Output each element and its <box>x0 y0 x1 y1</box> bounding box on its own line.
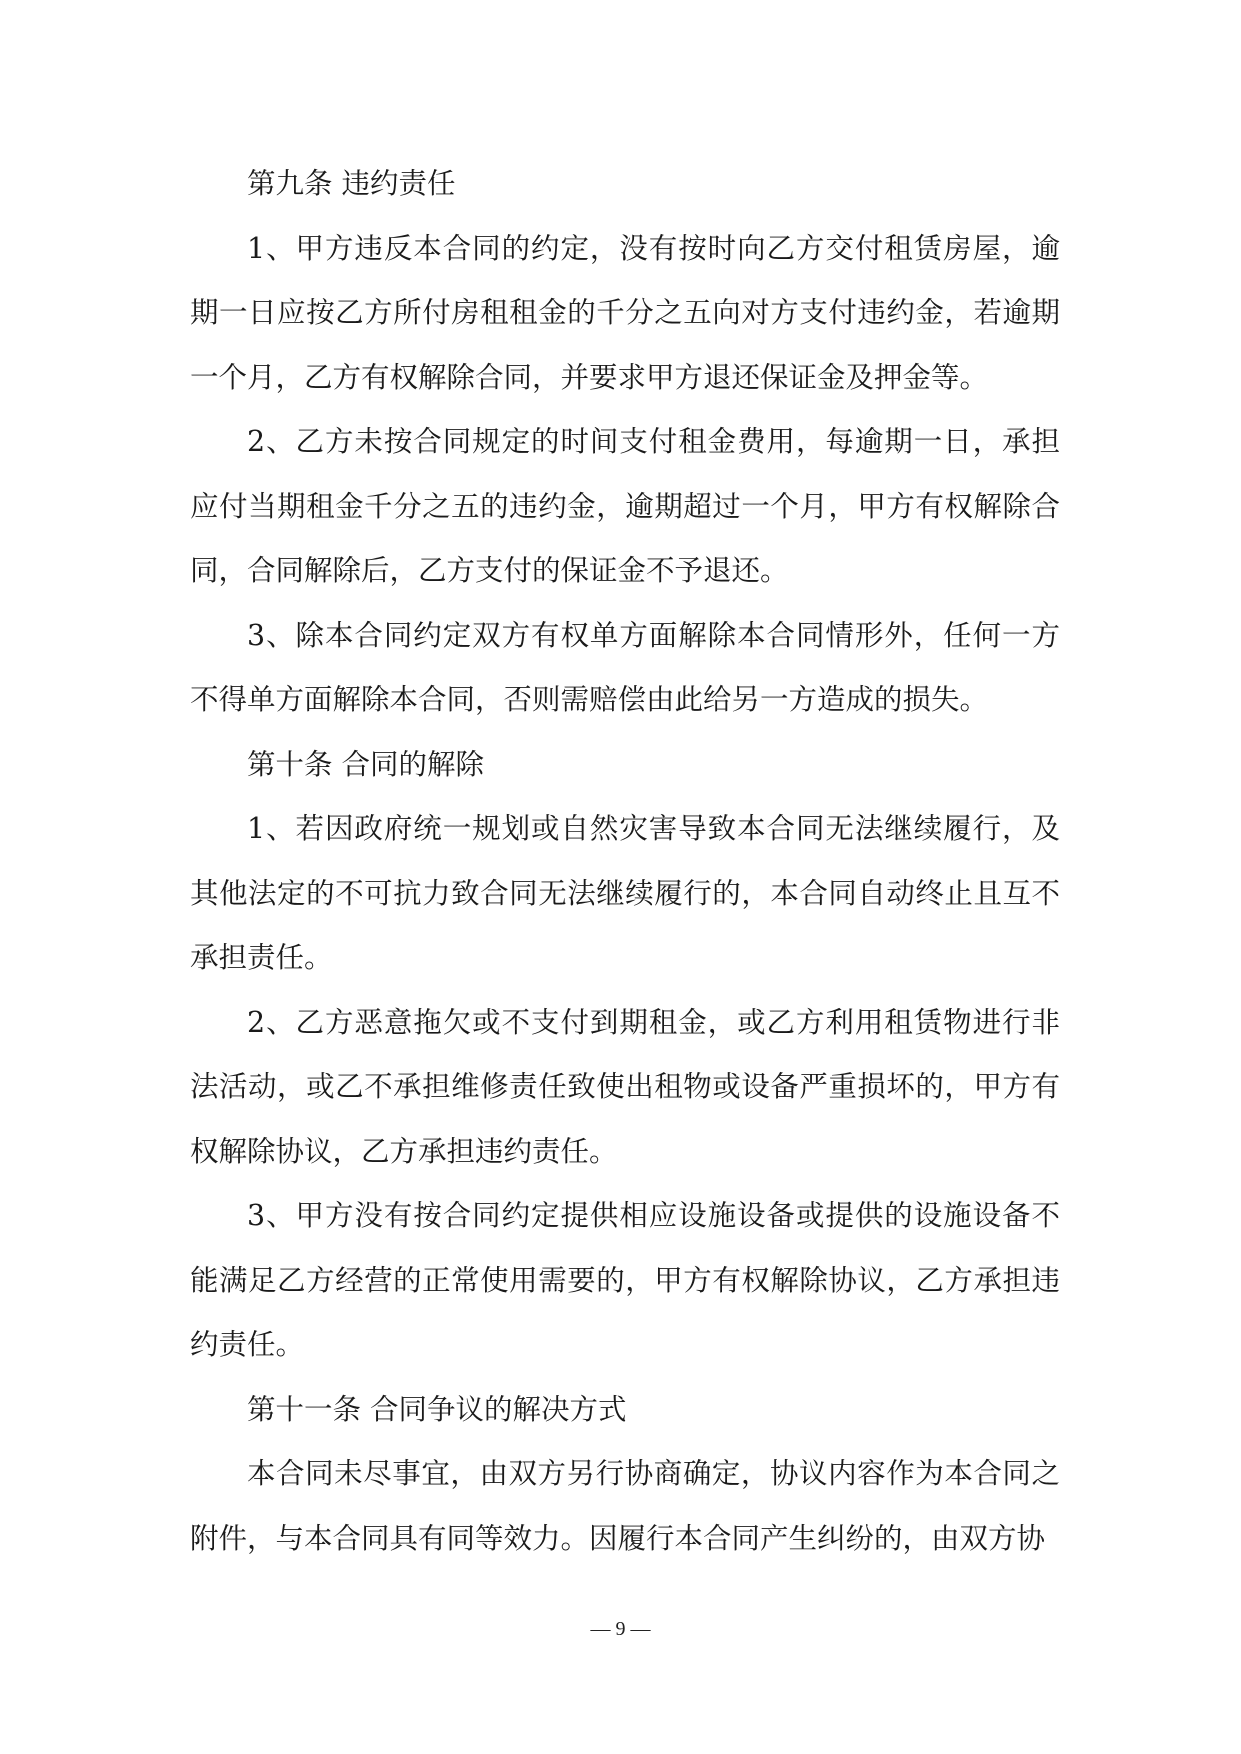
section-heading-10: 第十条 合同的解除 <box>247 747 485 781</box>
section-heading-9: 第九条 违约责任 <box>247 167 456 200</box>
paragraph: 1、甲方违反本合同的约定，没有按时向乙方交付租赁房屋，逾期一日应按乙方所付房租租金的千分之五向对方支付违约金，若逾期一个月，乙方有权解除合同，并要求甲方退还保证金及押金等。 <box>190 231 1060 394</box>
section-heading-11: 第十一条 合同争议的解决方式 <box>247 1392 627 1426</box>
page-number: — 9 — <box>590 1618 651 1640</box>
paragraph: 2、乙方恶意拖欠或不支付到期租金，或乙方利用租赁物进行非法活动，或乙不承担维修责任致使出租物或设备严重损坏的，甲方有权解除协议，乙方承担违约责任。 <box>190 1005 1060 1168</box>
paragraph: 2、乙方未按合同规定的时间支付租金费用，每逾期一日，承担应付当期租金千分之五的违约金，逾期超过一个月，甲方有权解除合同，合同解除后，乙方支付的保证金不予退还。 <box>190 425 1060 587</box>
paragraph: 3、除本合同约定双方有权单方面解除本合同情形外，任何一方不得单方面解除本合同，否则需赔偿由此给另一方造成的损失。 <box>190 618 1060 716</box>
paragraph: 1、若因政府统一规划或自然灾害导致本合同无法继续履行，及其他法定的不可抗力致合同无法继续履行的，本合同自动终止且互不承担责任。 <box>190 812 1060 974</box>
paragraph: 3、甲方没有按合同约定提供相应设施设备或提供的设施设备不能满足乙方经营的正常使用需要的，甲方有权解除协议，乙方承担违约责任。 <box>190 1199 1060 1361</box>
paragraph: 本合同未尽事宜，由双方另行协商确定，协议内容作为本合同之附件，与本合同具有同等效力。因履行本合同产生纠纷的，由双方协 <box>190 1457 1060 1555</box>
document-body <box>190 152 1060 1571</box>
